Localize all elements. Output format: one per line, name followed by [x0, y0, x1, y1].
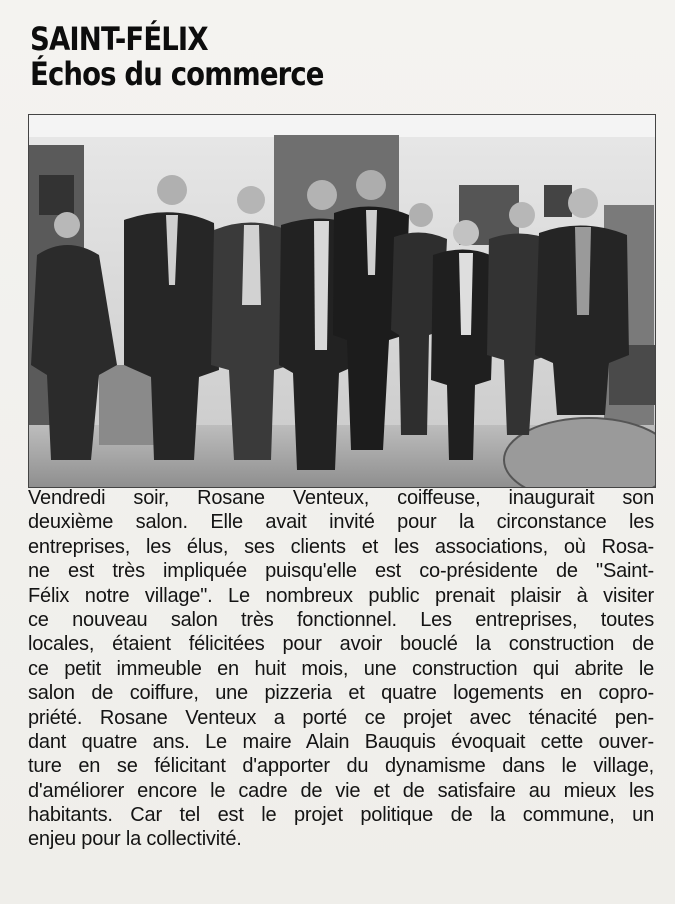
- body-line: Vendredi soir, Rosane Venteux, coiffeuse, inaugurait son: [28, 487, 654, 509]
- article-body: [28, 486, 654, 852]
- body-line: habitants. Car tel est le projet politique de la commune, un: [28, 804, 654, 827]
- body-line: dant quatre ans. Le maire Alain Bauquis évoquait cette ouver-: [28, 730, 654, 753]
- article-headline: Échos du commerce: [30, 55, 324, 93]
- body-line: entreprises, les élus, ses clients et les associations, où Rosa-: [28, 535, 654, 558]
- article-kicker: SAINT-FÉLIX: [30, 20, 208, 58]
- body-line: salon de coiffure, une pizzeria et quatre logements en copro-: [28, 682, 654, 705]
- body-line: ne est très impliquée puisqu'elle est co-présidente de "Saint-: [28, 560, 654, 583]
- body-line: ce petit immeuble en huit mois, une construction qui abrite le: [28, 657, 654, 680]
- body-line: priété. Rosane Venteux a porté ce projet avec ténacité pen-: [28, 706, 654, 729]
- group-photo-illustration: [29, 115, 655, 487]
- article-header: [30, 22, 650, 92]
- body-line: d'améliorer encore le cadre de vie et de satisfaire au mieux les: [28, 779, 654, 802]
- body-line: Félix notre village". Le nombreux public prenait plaisir à visiter: [28, 584, 654, 607]
- body-line: ture en se félicitant d'apporter du dynamisme dans le village,: [28, 755, 654, 778]
- body-line: enjeu pour la collectivité.: [28, 828, 242, 851]
- body-line: ce nouveau salon très fonctionnel. Les entreprises, toutes: [28, 608, 654, 631]
- body-line: deuxième salon. Elle avait invité pour la circonstance les: [28, 511, 654, 534]
- body-line: locales, étaient félicitées pour avoir bouclé la construction de: [28, 633, 654, 656]
- article-photo: [28, 114, 656, 488]
